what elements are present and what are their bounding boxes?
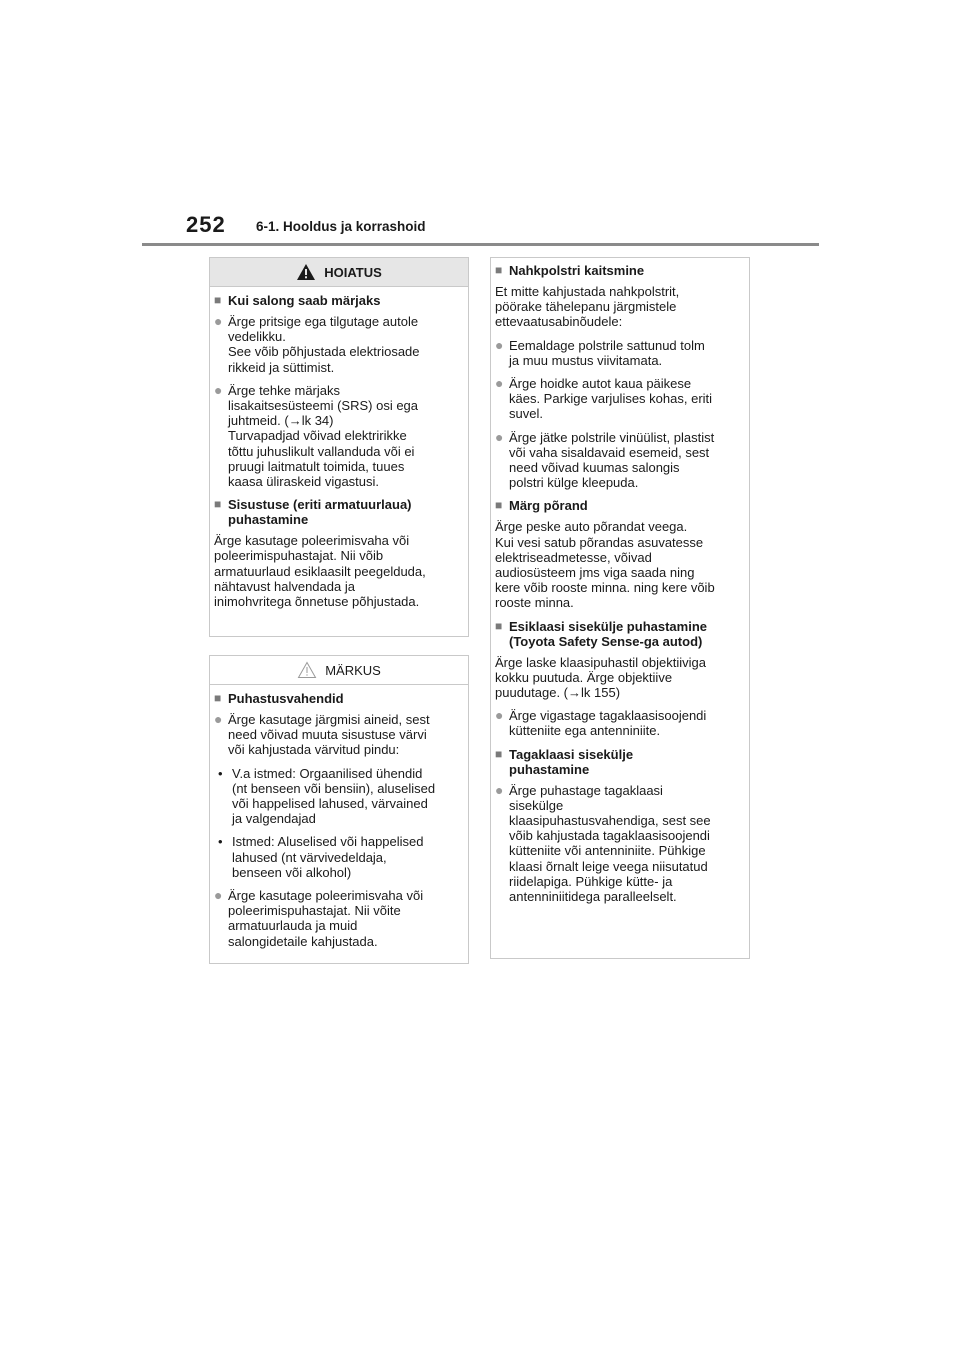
warning-box-title: HOIATUS (324, 264, 382, 280)
section-heading: ■ Märg põrand (495, 498, 588, 514)
right-column-box (490, 257, 750, 959)
notice-box-title: MÄRKUS (325, 662, 381, 678)
section-heading: ■ Esiklaasi sisekülje puhastamine (Toyota Safety Sense-ga autod) (495, 618, 707, 649)
circle-bullet-icon: ● (495, 336, 504, 353)
caution-triangle-outline-icon (297, 661, 317, 679)
notice-box-header (210, 656, 468, 685)
section-heading: ■ Tagaklaasi sisekülje puhastamine (495, 746, 634, 777)
list-item: ● Ärge kasutage järgmisi aineid, sest need võivad muuta sisustuse värvi või kahjustada värvitud pindu: (214, 711, 430, 758)
page-number: 252 (186, 212, 226, 237)
section-heading: ■ Puhastusvahendid (214, 691, 344, 706)
sub-list-item: • Istmed: Aluselised või happelised lahused (nt värvivedeldaja, benseen või alkohol) (214, 834, 464, 880)
list-item: ● Ärge pritsige ega tilgutage autole vedelikku. See võib põhjustada elektriosade rikkeid ja süttimist. (214, 313, 420, 375)
right-column-body (491, 258, 749, 916)
circle-bullet-icon: ● (214, 887, 223, 904)
warning-triangle-icon (296, 263, 316, 281)
list-item: ● Ärge jätke polstrile vinüülist, plastist või vaha sisaldavaid esemeid, sest need võivad kuumas salongis polstri külge kleepuda. (495, 428, 715, 491)
header-divider (142, 243, 819, 246)
circle-bullet-icon: ● (495, 781, 504, 798)
square-bullet-icon: ■ (214, 497, 222, 512)
section-title: 6-1. Hooldus ja korrashoid (256, 219, 426, 234)
circle-bullet-icon: ● (495, 375, 504, 392)
notice-box (209, 655, 469, 964)
list-item: ● Eemaldage polstrile sattunud tolm ja muu mustus viivitamata. (495, 336, 705, 368)
section-heading: ■ Sisustuse (eriti armatuurlaua) puhastamine (214, 497, 412, 528)
square-bullet-icon: ■ (214, 691, 222, 705)
square-bullet-icon: ■ (214, 293, 222, 307)
circle-bullet-icon: ● (214, 381, 223, 398)
notice-box-body (210, 685, 468, 961)
list-item: ● Ärge tehke märjaks lisakaitsesüsteemi (SRS) osi ega juhtmeid. (→lk 34) Turvapadjad võivad elektririkke tõttu juhuslikult vallanduda või ei pruugi laitmatult toimida, tuues kaasa üliraskeid vigastusi. (214, 381, 419, 490)
paragraph: Ärge laske klaasipuhastil objektiiviga kokku puutuda. Ärge objektiive puudutage. (→lk 155) (495, 654, 707, 701)
paragraph: Et mitte kahjustada nahkpolstrit, pöörake tähelepanu järgmistele ettevaatusabinõudele: (495, 284, 680, 330)
circle-bullet-icon: ● (495, 428, 504, 445)
warning-box-header (210, 258, 468, 287)
circle-bullet-icon: ● (495, 707, 504, 724)
square-bullet-icon: ■ (495, 746, 503, 761)
warning-box (209, 257, 469, 637)
dot-bullet-icon: • (218, 765, 223, 781)
dot-bullet-icon: • (218, 834, 223, 850)
section-heading: ■ Nahkpolstri kaitsmine (495, 263, 645, 278)
sub-list-item: • V.a istmed: Orgaanilised ühendid (nt benseen või bensiin), aluselised või happelised lahused, värvained ja valgendajad (214, 766, 464, 827)
square-bullet-icon: ■ (495, 618, 503, 633)
circle-bullet-icon: ● (214, 711, 223, 727)
list-item: ● Ärge vigastage tagaklaasisoojendi kütteniite ega antenniniite. (495, 707, 707, 739)
square-bullet-icon: ■ (495, 498, 503, 513)
section-heading: ■ Kui salong saab märjaks (214, 293, 381, 308)
list-item: ● Ärge puhastage tagaklaasi sisekülge klaasipuhastusvahendiga, sest see võib kahjustada tagaklaasisoojendi kütteniite või antenniniite. Pühkige klaasi õrnalt leige veega niisutatud riidelapiga. Pühkige kütte- ja antenniniitidega paralleelselt. (495, 781, 711, 905)
paragraph: Ärge peske auto põrandat veega. Kui vesi satub põrandas asuvatesse elektriseadmetesse, võivad audiosüsteem jms viga saada ning kere võib rooste minna. ning kere võib rooste minna. (495, 519, 715, 611)
list-item: ● Ärge hoidke autot kaua päikese käes. Parkige varjulises kohas, eriti suvel. (495, 375, 713, 422)
circle-bullet-icon: ● (214, 313, 223, 329)
square-bullet-icon: ■ (495, 263, 503, 277)
list-item: ● Ärge kasutage poleerimisvaha või poleerimispuhastajat. Nii võite armatuurlauda ja muid salongidetaile kahjustada. (214, 887, 424, 949)
paragraph: Ärge kasutage poleerimisvaha või poleerimispuhastajat. Nii võib armatuurlaud esiklaasilt peegelduda, nähtavust halvendada ja inimohvritega õnnetuse põhjustada. (214, 533, 426, 610)
warning-box-body (210, 287, 468, 621)
